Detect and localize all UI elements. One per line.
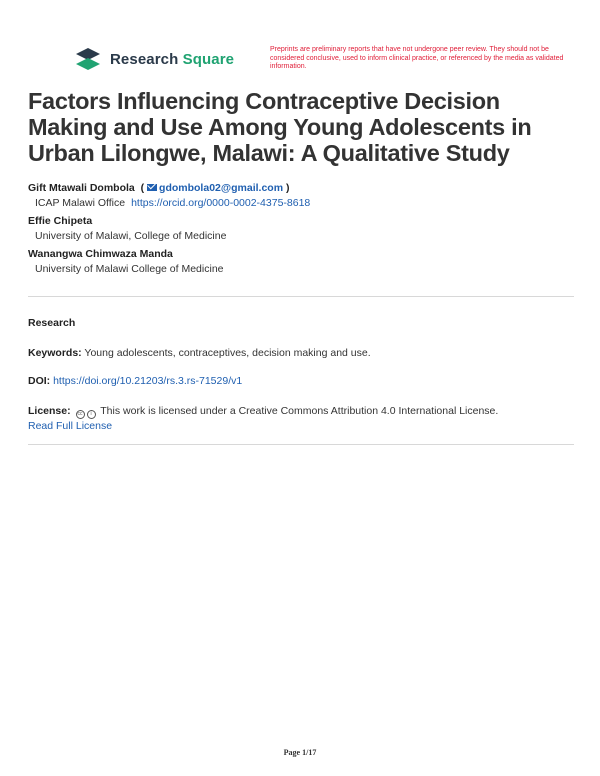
author-affiliation: ICAP Malawi Office https://orcid.org/0000-0002-4375-8618 xyxy=(35,197,311,209)
license: License: cc i This work is licensed under a Creative Commons Attribution 4.0 International License. Read Full License xyxy=(28,405,499,432)
read-full-license-link[interactable]: Read Full License xyxy=(28,420,113,432)
section-divider xyxy=(28,296,574,297)
preprint-disclaimer: Preprints are preliminary reports that have not undergone peer review. They should not be considered conclusive, used to inform clinical practice, or referenced by the media as validated information. xyxy=(270,46,564,70)
article-type: Research xyxy=(28,317,76,329)
author-name: Gift Mtawali Dombola ( gdombola02@gmail.com ) xyxy=(28,182,290,194)
envelope-icon xyxy=(147,184,157,191)
orcid-link[interactable]: https://orcid.org/0000-0002-4375-8618 xyxy=(131,197,311,209)
research-square-logo-icon xyxy=(74,46,104,72)
doi-link[interactable]: https://doi.org/10.21203/rs.3.rs-71529/v1 xyxy=(53,375,243,387)
keywords: Keywords: Young adolescents, contraceptives, decision making and use. xyxy=(28,347,371,359)
author-name: Wanangwa Chimwaza Manda xyxy=(28,248,173,260)
paper-title: Factors Influencing Contraceptive Decision Making and Use Among Young Adolescents in Urban Lilongwe, Malawi: A Qualitative Study xyxy=(28,88,532,166)
author-email-link[interactable]: gdombola02@gmail.com xyxy=(159,182,284,194)
attribution-icon: i xyxy=(87,410,96,419)
page-number: Page 1/17 xyxy=(283,748,317,757)
author-affiliation: University of Malawi, College of Medicine xyxy=(35,230,227,242)
logo-text: Research Square xyxy=(110,50,235,68)
section-divider xyxy=(28,444,574,445)
author-name: Effie Chipeta xyxy=(28,215,93,227)
author-affiliation: University of Malawi College of Medicine xyxy=(35,263,224,275)
doi: DOI: https://doi.org/10.21203/rs.3.rs-71529/v1 xyxy=(28,375,243,387)
research-square-logo[interactable] xyxy=(74,46,234,72)
creative-commons-icon: cc xyxy=(77,411,83,417)
author-list xyxy=(28,181,576,280)
